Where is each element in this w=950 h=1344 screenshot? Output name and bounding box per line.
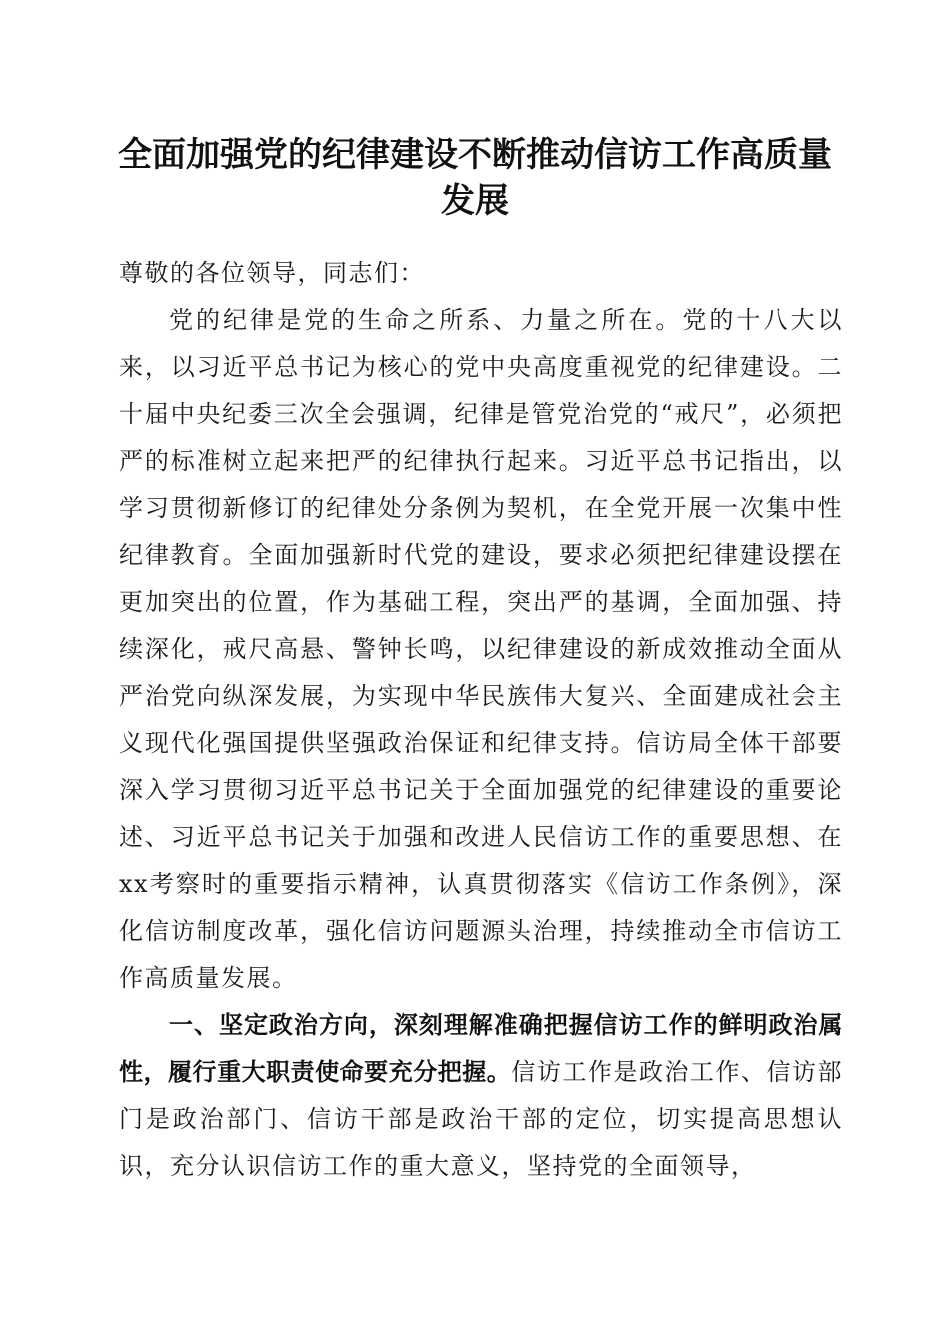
section-1-text: 信访工作是政治工作、信访部门是政治部门、信访干部是政治干部的定位，切实提高思想认识，充分认识信访工作的重大意义，坚持党的全面领导， xyxy=(119,1058,844,1180)
document-title: 全面加强党的纪律建设不断推动信访工作高质量发展 xyxy=(118,135,832,221)
document-body xyxy=(119,250,843,1190)
salutation: 尊敬的各位领导，同志们： xyxy=(119,259,425,287)
section-1-paragraph xyxy=(119,1002,843,1190)
section-1-heading: 一、坚定政治方向，深刻理解准确把握信访工作的鲜明政治属性，履行重大职责使命要充分把握。 xyxy=(119,1011,843,1086)
paragraph-intro: 党的纪律是党的生命之所系、力量之所在。党的十八大以来，以习近平总书记为核心的党中央高度重视党的纪律建设。二十届中央纪委三次全会强调，纪律是管党治党的“戒尺”，必须把严的标准树立起来把严的纪律执行起来。习近平总书记指出，以学习贯彻新修订的纪律处分条例为契机，在全党开展一次集中性纪律教育。全面加强新时代党的建设，要求必须把纪律建设摆在更加突出的位置，作为基础工程，突出严的基调，全面加强、持续深化，戒尺高悬、警钟长鸣，以纪律建设的新成效推动全面从严治党向纵深发展，为实现中华民族伟大复兴、全面建成社会主义现代化强国提供坚强政治保证和纪律支持。信访局全体干部要深入学习贯彻习近平总书记关于全面加强党的纪律建设的重要论述、习近平总书记关于加强和改进人民信访工作的重要思想、在xx考察时的重要指示精神，认真贯彻落实《信访工作条例》，深化信访制度改革，强化信访问题源头治理，持续推动全市信访工作高质量发展。 xyxy=(119,306,843,992)
